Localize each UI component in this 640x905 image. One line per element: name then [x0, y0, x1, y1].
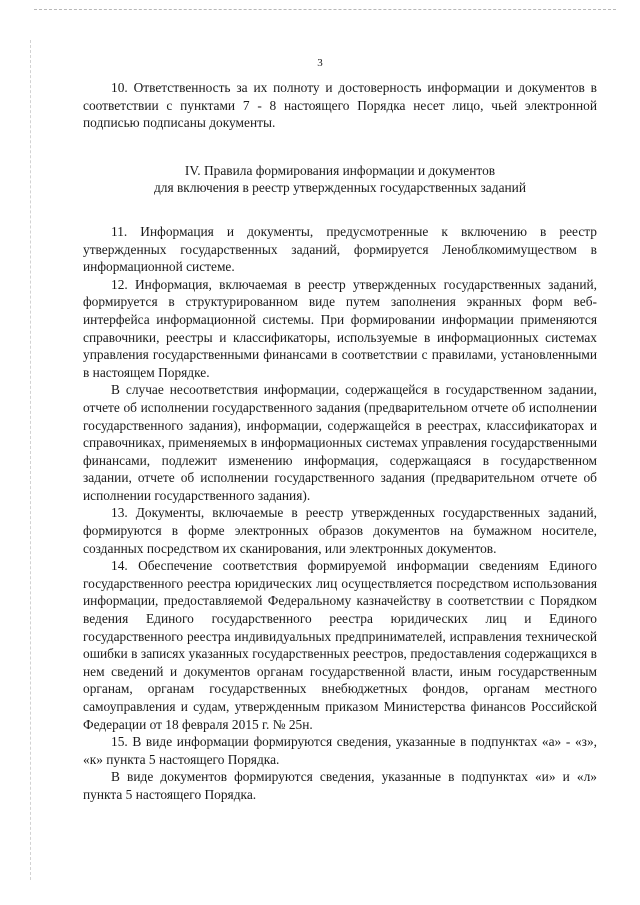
paragraph-10: 10. Ответственность за их полноту и достоверность информации и документов в соответствии с пунктами 7 - 8 настоящего Порядка несет лицо, чьей электронной подписью подписаны документы. [83, 80, 597, 131]
scan-edge-left [30, 40, 31, 880]
paragraph-15: 15. В виде информации формируются сведения, указанные в подпунктах «а» - «з», «к» пункта 5 настоящего Порядка. [83, 734, 597, 767]
document-body [83, 79, 597, 804]
paragraph-14: 14. Обеспечение соответствия формируемой информации сведениям Единого государственного реестра юридических лиц осуществляется посредством использования информации, предоставляемой Федеральному казначейству в соответствии с Порядком ведения Единого государственного реестра юридических лиц и Единого государственного реестра индивидуальных предпринимателей, исправления технической ошибки в записях указанных государственных реестров, предоставления содержащихся в нем сведений и документов органам государственной власти, иным государственным органам, органам государственных внебюджетных фондов, органам местного самоуправления и судам, утвержденным приказом Министерства финансов Российской Федерации от 18 февраля 2015 г. № 25н. [83, 558, 597, 732]
paragraph-12: 12. Информация, включаемая в реестр утвержденных государственных заданий, формируется в структурированном виде путем заполнения экранных форм веб-интерфейса информационной системы. При формировании информации применяются справочники, реестры и классификаторы, используемые в информационных системах управления государственными финансами в соответствии с правилами, установленными в настоящем Порядке. [83, 276, 597, 380]
scan-edge-top [34, 9, 616, 10]
paragraph-11: 11. Информация и документы, предусмотренные к включению в реестр утвержденных государственных заданий, формируется Леноблкомимуществом в информационной системе. [83, 223, 597, 275]
page-number: 3 [317, 57, 323, 69]
paragraph-15-documents: В виде документов формируются сведения, указанные в подпунктах «и» и «л» пункта 5 настоящего Порядка. [83, 769, 597, 802]
paragraph-13: 13. Документы, включаемые в реестр утвержденных государственных заданий, формируются в форме электронных образов документов на бумажном носителе, созданных посредством их сканирования, или электронных документов. [83, 505, 597, 556]
paragraph-12-mismatch: В случае несоответствия информации, содержащейся в государственном задании, отчете об исполнении государственного задания (предварительном отчете об исполнении государственного задания), информации, содержащейся в реестрах, классификаторах и справочниках, применяемых в информационных системах управления государственными финансами, подлежит изменению информация, содержащаяся в государственном задании, отчете об исполнении государственного задания (предварительном отчете об исполнении государственного задания). [83, 382, 597, 503]
section-title: IV. Правила формирования информации и документов для включения в реестр утвержденных государственных заданий [153, 162, 527, 196]
